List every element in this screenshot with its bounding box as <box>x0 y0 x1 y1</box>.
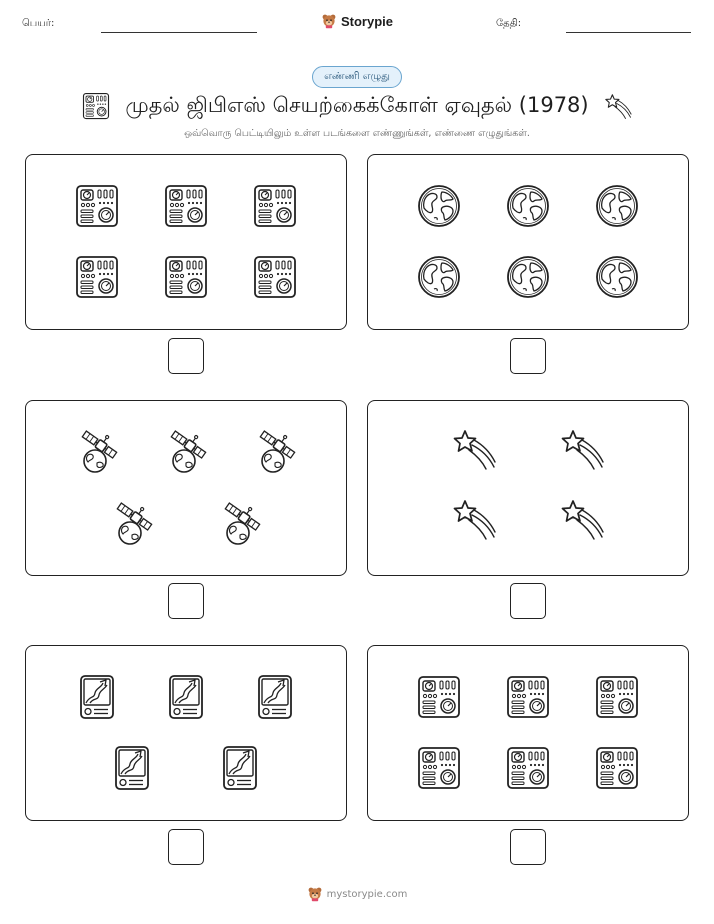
topic-badge: எண்ணி எழுது <box>312 66 402 88</box>
footer <box>0 886 714 906</box>
gps-map-device-icon <box>108 744 156 792</box>
control-panel-icon <box>415 673 463 721</box>
shooting-star-icon <box>450 495 498 543</box>
gps-map-device-icon <box>216 744 264 792</box>
footer-url[interactable]: mystorypie.com <box>326 888 408 900</box>
earth-globe-icon <box>504 182 552 230</box>
date-field[interactable] <box>566 32 691 33</box>
control-panel-icon <box>162 253 210 301</box>
answer-box-5[interactable] <box>168 829 204 865</box>
counting-panel-4 <box>367 400 689 576</box>
earth-globe-icon <box>415 253 463 301</box>
counting-panel-6 <box>367 645 689 821</box>
satellite-earth-icon <box>162 427 210 475</box>
shooting-star-icon <box>450 425 498 473</box>
counting-panel-5 <box>25 645 347 821</box>
shooting-star-icon <box>558 425 606 473</box>
brand-name: Storypie <box>340 13 393 29</box>
storypie-mascot-icon <box>307 886 323 902</box>
earth-globe-icon <box>593 253 641 301</box>
control-panel-icon <box>73 253 121 301</box>
shooting-star-icon <box>558 495 606 543</box>
counting-panel-2 <box>367 154 689 330</box>
instructions: ஒவ்வொரு பெட்டியிலும் உள்ள படங்களை எண்ணுங்கள், எண்ணை எழுதுங்கள். <box>184 128 530 139</box>
satellite-earth-icon <box>73 427 121 475</box>
control-panel-icon <box>504 673 552 721</box>
earth-globe-icon <box>504 253 552 301</box>
control-panel-icon <box>81 91 111 121</box>
shooting-star-icon <box>603 91 633 121</box>
counting-panel-3 <box>25 400 347 576</box>
answer-box-4[interactable] <box>510 583 546 619</box>
control-panel-icon <box>251 182 299 230</box>
satellite-earth-icon <box>216 499 264 547</box>
control-panel-icon <box>593 673 641 721</box>
gps-map-device-icon <box>73 673 121 721</box>
answer-box-6[interactable] <box>510 829 546 865</box>
name-label: பெயர்: <box>22 18 55 29</box>
answer-box-1[interactable] <box>168 338 204 374</box>
control-panel-icon <box>251 253 299 301</box>
control-panel-icon <box>593 744 641 792</box>
earth-globe-icon <box>593 182 641 230</box>
control-panel-icon <box>415 744 463 792</box>
satellite-earth-icon <box>108 499 156 547</box>
earth-globe-icon <box>415 182 463 230</box>
gps-map-device-icon <box>162 673 210 721</box>
counting-panel-1 <box>25 154 347 330</box>
brand <box>0 13 714 33</box>
title-row <box>0 88 714 124</box>
gps-map-device-icon <box>251 673 299 721</box>
storypie-mascot-icon <box>321 13 337 29</box>
answer-box-3[interactable] <box>168 583 204 619</box>
answer-box-2[interactable] <box>510 338 546 374</box>
date-label: தேதி: <box>496 18 522 29</box>
control-panel-icon <box>162 182 210 230</box>
control-panel-icon <box>73 182 121 230</box>
page-title: முதல் ஜிபிஎஸ் செயற்கைக்கோள் ஏவுதல் (1978) <box>125 92 589 117</box>
control-panel-icon <box>504 744 552 792</box>
satellite-earth-icon <box>251 427 299 475</box>
